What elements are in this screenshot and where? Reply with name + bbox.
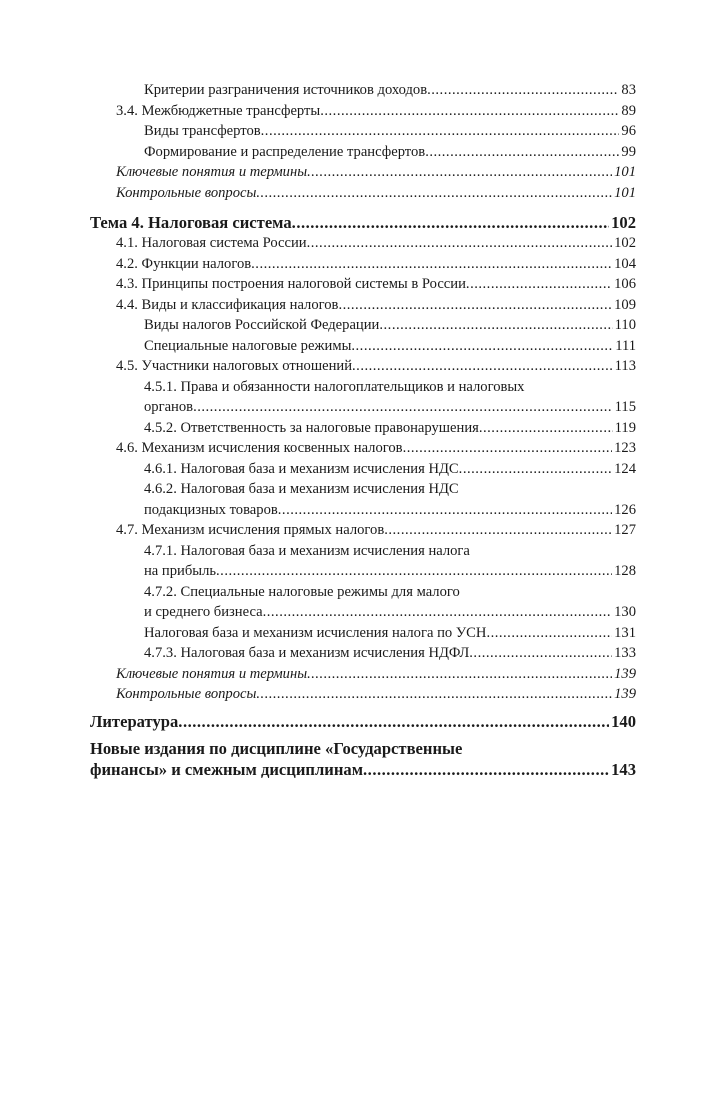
dot-leader xyxy=(363,759,609,780)
toc-entry[interactable] xyxy=(90,664,636,685)
toc-entry-title-line: Новые издания по дисциплине «Государственные xyxy=(90,738,463,758)
toc-entry[interactable] xyxy=(90,295,636,316)
toc-entry-line xyxy=(90,711,636,732)
toc-entry-line xyxy=(144,500,636,521)
toc-page-number: 113 xyxy=(614,358,636,374)
toc-page-number: 104 xyxy=(614,255,636,272)
toc-entry-line xyxy=(144,121,636,142)
toc-entry[interactable] xyxy=(90,582,636,623)
toc-page-number: 109 xyxy=(614,296,636,313)
toc-entry-line xyxy=(116,183,636,204)
toc-entry-title: подакцизных товаров xyxy=(144,501,278,518)
toc-page-number: 128 xyxy=(614,563,636,579)
toc-entry-line xyxy=(90,212,636,233)
toc-page-number: 101 xyxy=(614,164,636,180)
toc-page-number: 127 xyxy=(614,522,636,538)
toc-entry[interactable] xyxy=(90,233,636,254)
toc-entry-line xyxy=(144,459,636,480)
toc-entry-title: 4.2. Функции налогов xyxy=(116,255,252,272)
toc-entry-title: Формирование и распределение трансфертов xyxy=(144,143,426,160)
toc-page-number: 131 xyxy=(614,624,636,641)
toc-entry[interactable] xyxy=(90,459,636,480)
toc-page-number: 102 xyxy=(614,235,636,251)
toc-entry[interactable] xyxy=(90,162,636,183)
toc-entry[interactable] xyxy=(90,183,636,204)
toc-entry-line xyxy=(116,295,636,316)
dot-leader xyxy=(256,183,612,204)
toc-entry-title: Контрольные вопросы xyxy=(116,184,257,201)
toc-page-number: 99 xyxy=(621,143,636,160)
toc-chapter-entry[interactable] xyxy=(90,212,636,233)
toc-entry-line xyxy=(116,356,636,377)
dot-leader xyxy=(278,500,612,521)
table-of-contents xyxy=(90,80,636,780)
toc-entry-line xyxy=(116,254,636,275)
toc-page-number: 140 xyxy=(611,711,636,731)
toc-entry-title: финансы» и смежным дисциплинам xyxy=(90,759,364,779)
toc-entry[interactable] xyxy=(90,142,636,163)
toc-entry[interactable] xyxy=(90,254,636,275)
toc-entry-title: Критерии разграничения источников доходов xyxy=(144,82,428,98)
toc-entry-title: 3.4. Межбюджетные трансферты xyxy=(116,102,321,119)
toc-entry-line xyxy=(144,623,636,644)
toc-entry-title: 4.5. Участники налоговых отношений xyxy=(116,358,353,374)
toc-entry-line xyxy=(116,684,636,705)
dot-leader xyxy=(261,121,620,142)
toc-page-number: 143 xyxy=(611,759,636,779)
toc-entry-line xyxy=(116,520,636,541)
toc-entry-title: Специальные налоговые режимы xyxy=(144,337,352,354)
toc-entry-title: 4.1. Налоговая система России xyxy=(116,235,307,251)
toc-entry-line xyxy=(116,101,636,122)
toc-entry-title: 4.7. Механизм исчисления прямых налогов xyxy=(116,522,385,538)
toc-entry[interactable] xyxy=(90,356,636,377)
toc-entry-line xyxy=(144,315,636,336)
dot-leader xyxy=(320,101,619,122)
toc-entry-title: Ключевые понятия и термины xyxy=(116,164,308,180)
toc-entry-title: Ключевые понятия и термины xyxy=(116,665,308,682)
toc-entry[interactable] xyxy=(90,643,636,664)
dot-leader xyxy=(427,80,619,101)
toc-entry-line xyxy=(144,418,636,439)
toc-entry[interactable] xyxy=(90,418,636,439)
toc-page-number: 115 xyxy=(614,399,636,415)
dot-leader xyxy=(251,254,612,275)
toc-entry[interactable] xyxy=(90,121,636,142)
dot-leader xyxy=(351,336,613,357)
dot-leader xyxy=(292,212,609,233)
toc-entry-title: Налоговая база и механизм исчисления налога по УСН xyxy=(144,624,487,641)
toc-entry-title: 4.7.3. Налоговая база и механизм исчисления НДФЛ xyxy=(144,645,470,661)
toc-entry[interactable] xyxy=(90,274,636,295)
toc-chapter-entry[interactable] xyxy=(90,711,636,732)
toc-page-number: 96 xyxy=(621,123,636,139)
toc-entry-line xyxy=(90,759,636,780)
toc-entry[interactable] xyxy=(90,623,636,644)
toc-entry-title: Литература xyxy=(90,711,179,731)
toc-chapter-entry[interactable] xyxy=(90,738,636,780)
toc-entry-title: на прибыль xyxy=(144,563,217,579)
dot-leader xyxy=(307,233,613,254)
dot-leader xyxy=(263,602,613,623)
toc-entry[interactable] xyxy=(90,101,636,122)
toc-entry-line xyxy=(144,397,636,418)
toc-entry[interactable] xyxy=(90,336,636,357)
dot-leader xyxy=(307,162,612,183)
toc-entry[interactable] xyxy=(90,377,636,418)
dot-leader xyxy=(178,711,609,732)
dot-leader xyxy=(307,664,612,685)
dot-leader xyxy=(216,561,612,582)
toc-page-number: 133 xyxy=(614,645,636,661)
toc-entry-title: 4.4. Виды и классификация налогов xyxy=(116,296,339,313)
toc-entry-line xyxy=(144,643,636,664)
dot-leader xyxy=(338,295,612,316)
toc-page-number: 124 xyxy=(614,460,636,477)
dot-leader xyxy=(352,356,613,377)
toc-entry-title-line: 4.7.2. Специальные налоговые режимы для малого xyxy=(144,583,460,600)
toc-entry-title: 4.6. Механизм исчисления косвенных налогов xyxy=(116,440,403,456)
toc-entry[interactable] xyxy=(90,541,636,582)
toc-page-number: 126 xyxy=(614,501,636,518)
dot-leader xyxy=(403,438,613,459)
dot-leader xyxy=(256,684,612,705)
toc-entry-title: 4.6.1. Налоговая база и механизм исчисления НДС xyxy=(144,460,459,477)
toc-page-number: 110 xyxy=(614,317,636,333)
toc-page-number: 101 xyxy=(614,184,636,201)
toc-page-number: 106 xyxy=(614,276,636,292)
dot-leader xyxy=(193,397,613,418)
toc-entry[interactable] xyxy=(90,684,636,705)
toc-entry-title: 4.3. Принципы построения налоговой системы в России xyxy=(116,276,466,292)
dot-leader xyxy=(466,274,612,295)
toc-entry-line xyxy=(144,602,636,623)
toc-entry-title: Тема 4. Налоговая система xyxy=(90,213,292,232)
toc-entry-title: 4.5.2. Ответственность за налоговые правонарушения xyxy=(144,419,479,436)
toc-entry-title: Виды налогов Российской Федерации xyxy=(144,317,380,333)
toc-entry-line xyxy=(144,561,636,582)
toc-entry[interactable] xyxy=(90,438,636,459)
toc-entry-line xyxy=(116,233,636,254)
toc-page-number: 139 xyxy=(614,665,636,682)
toc-page-number: 139 xyxy=(614,686,636,702)
dot-leader xyxy=(459,459,612,480)
toc-entry-title-line: 4.6.2. Налоговая база и механизм исчисления НДС xyxy=(144,481,459,497)
toc-entry-title: органов xyxy=(144,399,194,415)
dot-leader xyxy=(469,643,612,664)
toc-page-number: 123 xyxy=(614,440,636,456)
toc-entry-line xyxy=(116,274,636,295)
toc-entry-title: Контрольные вопросы xyxy=(116,686,257,702)
dot-leader xyxy=(384,520,612,541)
toc-entry-line xyxy=(144,80,636,101)
toc-entry[interactable] xyxy=(90,520,636,541)
toc-entry[interactable] xyxy=(90,315,636,336)
toc-entry-line xyxy=(116,162,636,183)
toc-page-number: 89 xyxy=(621,102,636,119)
toc-page-number: 119 xyxy=(614,419,636,436)
toc-entry[interactable] xyxy=(90,479,636,520)
toc-entry-title-line: 4.7.1. Налоговая база и механизм исчисления налога xyxy=(144,542,470,559)
toc-entry-line xyxy=(116,438,636,459)
toc-entry-line xyxy=(144,336,636,357)
dot-leader xyxy=(379,315,612,336)
toc-page-number: 83 xyxy=(621,82,636,98)
dot-leader xyxy=(486,623,612,644)
toc-entry-line xyxy=(116,664,636,685)
dot-leader xyxy=(479,418,613,439)
dot-leader xyxy=(425,142,619,163)
toc-entry[interactable] xyxy=(90,80,636,101)
toc-entry-title: Виды трансфертов xyxy=(144,123,261,139)
toc-page-number: 102 xyxy=(611,213,636,232)
toc-entry-line xyxy=(144,142,636,163)
toc-page-number: 130 xyxy=(614,604,636,620)
toc-entry-title-line: 4.5.1. Права и обязанности налогоплательщиков и налоговых xyxy=(144,378,525,395)
toc-page-number: 111 xyxy=(615,337,636,354)
toc-entry-title: и среднего бизнеса xyxy=(144,604,263,620)
